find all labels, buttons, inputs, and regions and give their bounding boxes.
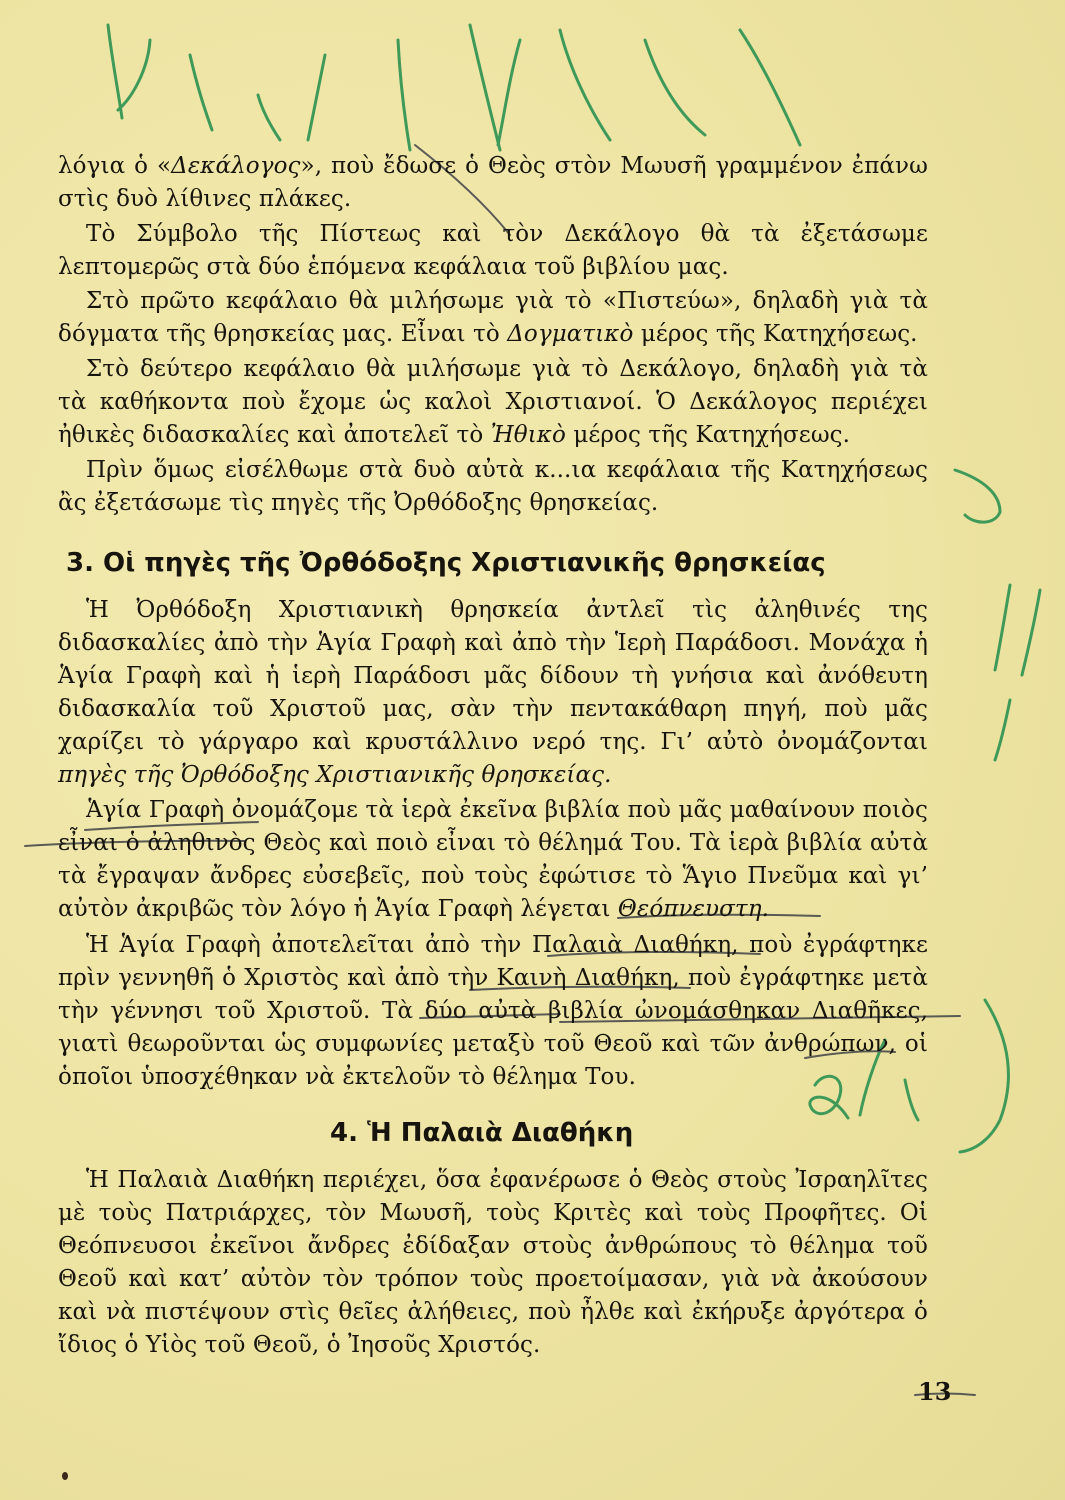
paragraph-3-text-a: Στὸ δεύτερο κεφάλαιο θὰ μιλήσωμε γιὰ τὸ Δεκάλογο, δηλαδὴ γιὰ τὰ τὰ καθήκοντα ποὺ ἔχομε ὡς καλοὶ Χριστιανοί. Ὁ Δεκάλογος περιέχει ἠθικὲς διδασκαλίες καὶ ἀποτελεῖ τὸ (58, 356, 928, 448)
top-doodle-stroke-8 (498, 40, 520, 145)
paragraph-8-text: Ἡ Παλαιὰ Διαθήκη περιέχει, ὅσα ἐφανέρωσε ὁ Θεὸς στοὺς Ἰσραηλῖτες μὲ τοὺς Πατριάρχες, τὸν Μωυσῆ, τοὺς Κριτὲς καὶ τοὺς Προφῆτες. Οἱ Θεόπνευσοι ἐκεῖνοι ἄνδρες ἐδίδαξαν στοὺς ἀνθρώπους τὸ θέλημα τοῦ Θεοῦ καὶ κατ’ αὐτὸν τὸν τρόπον τοὺς προετοίμασαν, γιὰ νὰ ἀκούσουν καὶ νὰ πιστέψουν στὶς θεῖες ἀλήθειες, ποὺ ἦλθε καὶ ἐκήρυξε ἀργότερα ὁ ἴδιος ὁ Υἱὸς τοῦ Θεοῦ, ὁ Ἰησοῦς Χριστός. (58, 1167, 928, 1358)
page-number: 13 (918, 1377, 952, 1406)
paragraph-2 (58, 285, 928, 351)
paragraph-5-emphasis: πηγὲς τῆς Ὀρθόδοξης Χριστιανικῆς θρησκείας. (58, 762, 612, 788)
paragraph-4 (58, 454, 928, 520)
ink-fleck (62, 1472, 68, 1480)
top-doodle-stroke-10 (645, 40, 705, 135)
section-heading-4: 4. Ἡ Παλαιὰ Διαθήκη (330, 1118, 634, 1148)
paragraph-0-text-b: », ποὺ ἔδωσε ὁ Θεὸς στὸν Μωυσῆ γραμμένον ἐπάνω στὶς δυὸ λίθινες πλάκες. (58, 153, 928, 212)
paragraph-3-emphasis: Ἠθικὸ (490, 422, 566, 448)
paragraph-1 (58, 218, 928, 284)
paragraph-6-emphasis: Θεόπνευστη. (617, 896, 770, 922)
section-heading-3: 3. Οἱ πηγὲς τῆς Ὀρθόδοξης Χριστιανικῆς θρησκείας (66, 548, 826, 578)
paragraph-0 (58, 150, 928, 216)
paragraph-5-text-a: Ἡ Ὀρθόδοξη Χριστιανικὴ θρησκεία ἀντλεῖ τὶς ἀληθινές της διδασκαλίες ἀπὸ τὴν Ἁγία Γραφὴ καὶ ἀπὸ τὴν Ἱερὴ Παράδοσι. Μονάχα ἡ Ἁγία Γραφὴ καὶ ἡ ἱερὴ Παράδοσι μᾶς δίδουν τὴ γνήσια καὶ ἀνόθευτη διδασκαλία τοῦ Χριστοῦ μας, σὰν τὴν πεντακάθαρη πηγή, ποὺ μᾶς χαρίζει τὸ γάργαρο καὶ κρυστάλλινο νερό της. Γι’ αὐτὸ ὀνομάζονται (58, 597, 928, 755)
top-doodle-stroke-7 (470, 25, 500, 150)
top-doodle-stroke-4 (258, 95, 280, 140)
paragraph-4-text: Πρὶν ὅμως εἰσέλθωμε στὰ δυὸ αὐτὰ κ...ια κεφάλαια τῆς Κατηχήσεως ἂς ἐξετάσωμε τὶς πηγὲς τῆς Ὀρθόδοξης θρησκείας. (58, 457, 928, 516)
paragraph-0-emphasis: Δεκάλογος (171, 153, 301, 179)
paragraph-6-text-a: Ἁγία Γραφὴ ὀνομάζομε τὰ ἱερὰ ἐκεῖνα βιβλία ποὺ μᾶς μαθαίνουν ποιὸς εἶναι ὁ ἀληθινὸς Θεὸς καὶ ποιὸ εἶναι τὸ θέλημά Του. Τὰ ἱερὰ βιβλία αὐτὰ τὰ ἔγραψαν ἄνδρες εὐσεβεῖς, ποὺ τοὺς ἐφώτισε τὸ Ἅγιο Πνεῦμα καὶ γι’ αὐτὸν ἀκριβῶς τὸν λόγο ἡ Ἁγία Γραφὴ λέγεται (58, 797, 928, 922)
top-doodle-stroke-11 (740, 30, 800, 145)
margin-stroke-right-4 (995, 700, 1010, 760)
margin-stroke-right-3 (1022, 590, 1040, 675)
paragraph-6 (58, 794, 928, 926)
paragraph-7-text: Ἡ Ἁγία Γραφὴ ἀποτελεῖται ἀπὸ τὴν Παλαιὰ Διαθήκη, ποὺ ἐγράφτηκε πρὶν γεννηθῆ ὁ Χριστὸς καὶ ἀπὸ τὴν Καινὴ Διαθήκη, ποὺ ἐγράφτηκε μετὰ τὴν γέννησι τοῦ Χριστοῦ. Τὰ δύο αὐτὰ βιβλία ὠνομάσθηκαν Διαθῆκες, γιατὶ θεωροῦνται ὡς συμφωνίες μεταξὺ τοῦ Θεοῦ καὶ τῶν ἀνθρώπων, οἱ ὁποῖοι ὑποσχέθηκαν νὰ ἐκτελοῦν τὸ θέλημα Του. (58, 932, 928, 1090)
margin-curl-right-1 (955, 470, 1000, 522)
paragraph-5 (58, 594, 928, 792)
top-doodle-stroke-6 (398, 40, 410, 150)
margin-stroke-right-2 (995, 585, 1010, 670)
margin-curl-right-5 (960, 1000, 1008, 1152)
paragraph-1-text: Τὸ Σύμβολο τῆς Πίστεως καὶ τὸν Δεκάλογο θὰ τὰ ἐξετάσωμε λεπτομερῶς στὰ δύο ἑπόμενα κεφάλαια τοῦ βιβλίου μας. (58, 221, 928, 280)
paragraph-2-text-b: μέρος τῆς Κατηχήσεως. (633, 321, 918, 347)
top-doodle-stroke-3 (190, 55, 212, 130)
paragraph-3-text-b: μέρος τῆς Κατηχήσεως. (565, 422, 851, 448)
paragraph-7 (58, 929, 928, 1094)
paragraph-2-text-a: Στὸ πρῶτο κεφάλαιο θὰ μιλήσωμε γιὰ τὸ «Πιστεύω», δηλαδὴ γιὰ τὰ δόγματα τῆς θρησκείας μας. Εἶναι τὸ (58, 288, 928, 347)
paragraph-0-text-a: λόγια ὁ « (58, 153, 172, 179)
paragraph-2-emphasis: Δογματικὸ (507, 321, 634, 347)
top-doodle-stroke-5 (308, 55, 325, 140)
top-doodle-stroke-9 (560, 30, 610, 140)
paragraph-3 (58, 353, 928, 452)
top-doodle-stroke-1 (108, 25, 122, 118)
top-doodle-stroke-2 (118, 40, 150, 110)
paragraph-8 (58, 1164, 928, 1362)
